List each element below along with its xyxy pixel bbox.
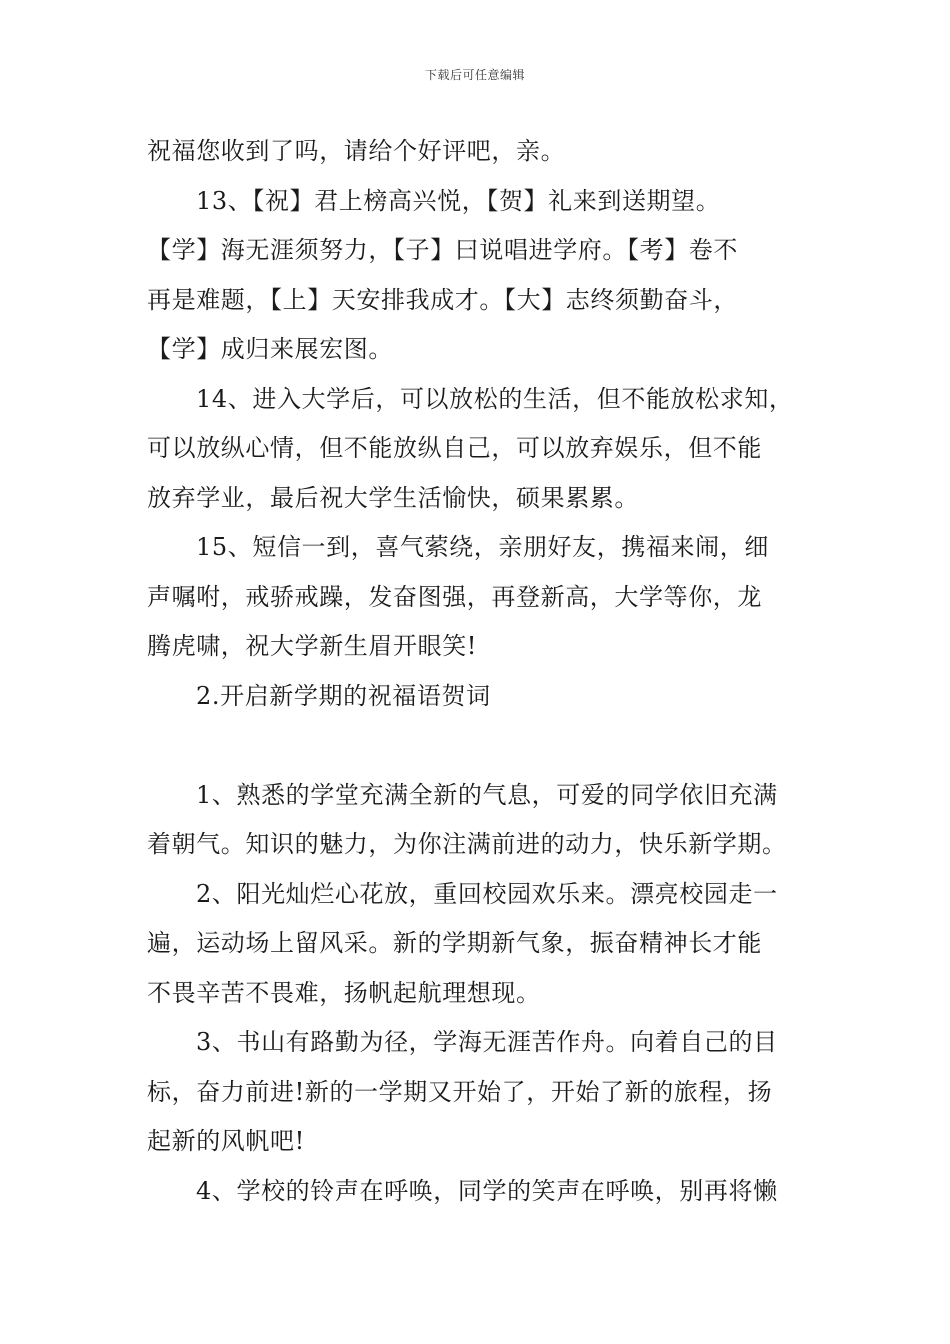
text-line: 【学】成归来展宏图。 [147,335,393,363]
text-line: 可以放纵心情，但不能放纵自己，可以放弃娱乐，但不能 [147,434,762,462]
text-line: 1、熟悉的学堂充满全新的气息，可爱的同学依旧充满 [196,780,778,809]
section-heading: 2.开启新学期的祝福语贺词 [196,681,491,710]
text-line: 2、阳光灿烂心花放，重回校园欢乐来。漂亮校园走一 [196,879,778,908]
text-line: 腾虎啸，祝大学新生眉开眼笑! [147,632,478,660]
text-line: 不畏辛苦不畏难，扬帆起航理想现。 [147,978,541,1007]
text-line: 15、短信一到，喜气萦绕，亲朋好友，携福来闹，细 [196,533,769,561]
text-line: 再是难题，【上】天安排我成才。【大】志终须勤奋斗， [147,285,738,314]
blank-line [147,721,812,771]
text-line: 标，奋力前进!新的一学期又开始了，开始了新的旅程，扬 [147,1077,773,1106]
document-body [147,127,812,1216]
text-line: 遍，运动场上留风采。新的学期新气象，振奋精神长才能 [147,929,762,957]
text-line: 【学】海无涯须努力，【子】曰说唱进学府。【考】卷不 [147,236,738,264]
text-line: 着朝气。知识的魅力，为你注满前进的动力，快乐新学期。 [147,830,787,858]
text-line: 放弃学业，最后祝大学生活愉快，硕果累累。 [147,483,639,512]
text-line: 14、进入大学后，可以放松的生活，但不能放松求知， [196,384,794,413]
text-line: 3、书山有路勤为径，学海无涯苦作舟。向着自己的目 [196,1028,778,1056]
text-line: 4、学校的铃声在呼唤，同学的笑声在呼唤，别再将懒 [196,1176,778,1205]
text-line: 13、【祝】君上榜高兴悦，【贺】礼来到送期望。 [196,186,721,215]
page-header: 下载后可任意编辑 [424,68,525,82]
text-line: 声嘱咐，戒骄戒躁，发奋图强，再登新高，大学等你，龙 [147,582,762,611]
text-line: 祝福您收到了吗，请给个好评吧，亲。 [147,137,566,165]
text-line: 起新的风帆吧! [147,1127,305,1155]
